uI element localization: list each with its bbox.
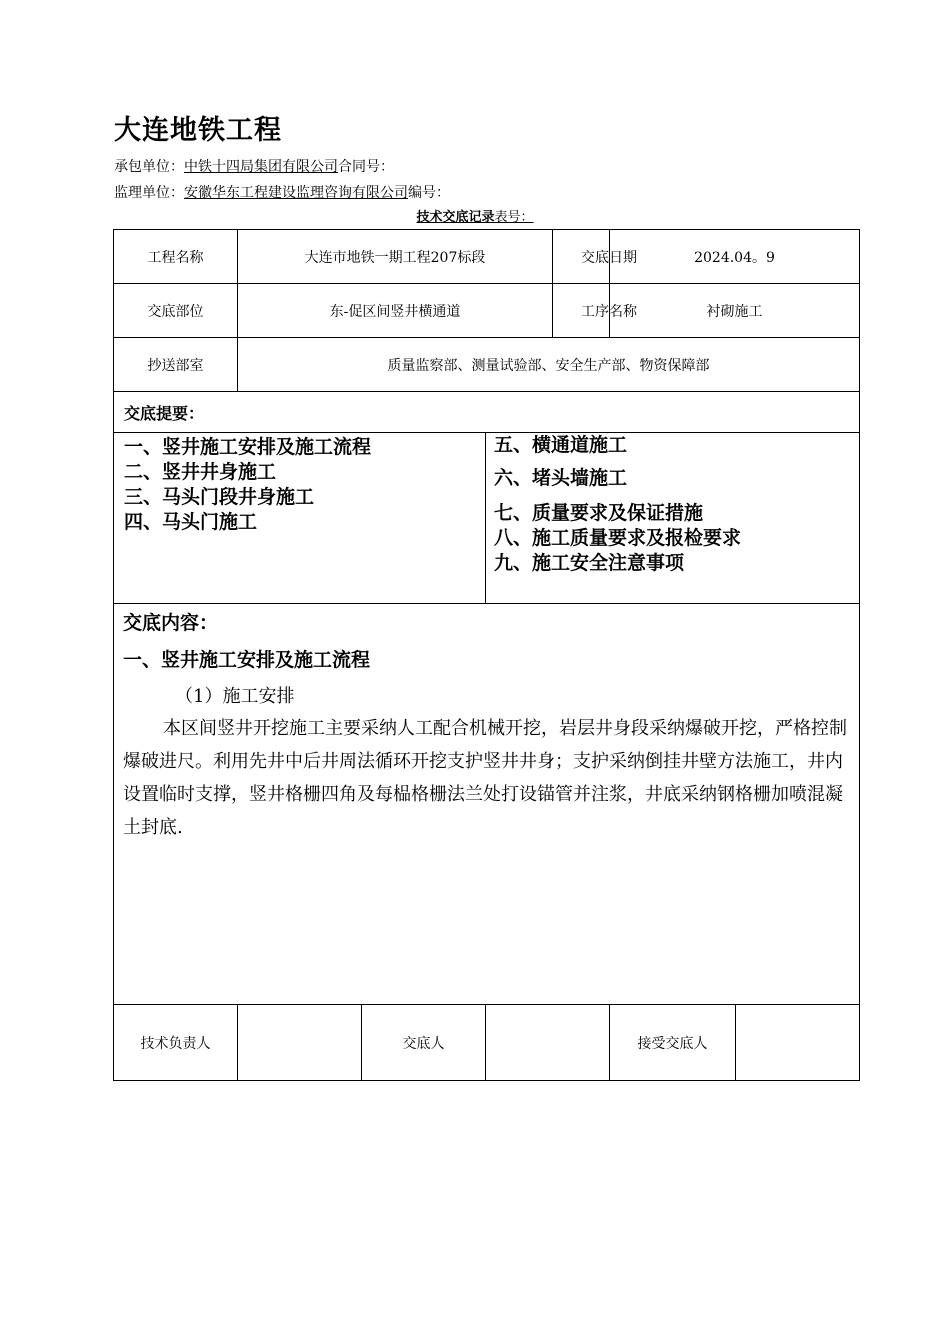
project-name-value: 大连市地铁一期工程207标段: [238, 230, 553, 284]
content-heading-2: （1）施工安排: [175, 686, 295, 707]
content-paragraph: 本区间竖井开挖施工主要采纳人工配合机械开挖，岩层井身段采纳爆破开挖，严格控制爆破进尺。利用先井中后井周法循环开挖支护竖井井身；支护采纳倒挂井壁方法施工，井内设置临时支撑，竖井格栅四角及每榀格栅法兰处打设锚管并注浆，井底采纳钢格栅加喷混凝土封底.: [123, 718, 847, 838]
supervisor-line: [114, 182, 450, 202]
location-row: [114, 284, 860, 338]
summary-item: 九、施工安全注意事项: [494, 552, 685, 574]
content-row: [114, 604, 860, 1005]
signature-row: [114, 1005, 860, 1081]
contractor-label: 承包单位：: [114, 159, 184, 175]
process-label-text: 工序名称: [581, 303, 637, 320]
record-title: 技术交底记录: [416, 210, 495, 225]
summary-left: [114, 433, 486, 604]
summary-item: 一、竖井施工安排及施工流程: [124, 436, 372, 458]
summary-item: 八、施工质量要求及报检要求: [494, 527, 742, 549]
summary-item: 四、马头门施工: [124, 511, 258, 533]
disclosure-table: [113, 229, 860, 1081]
contractor-line: [114, 156, 394, 176]
content-cell: [114, 604, 860, 1005]
summary-item: 六、堵头墙施工: [494, 467, 628, 489]
cc-row: [114, 338, 860, 392]
process-value: 衬砌施工: [610, 284, 860, 338]
project-row: [114, 230, 860, 284]
cc-label: 抄送部室: [114, 338, 238, 392]
summary-item: 五、横通道施工: [494, 434, 628, 456]
summary-item: 三、马头门段井身施工: [124, 486, 315, 508]
location-label: 交底部位: [114, 284, 238, 338]
contractor-name: 中铁十四局集团有限公司: [184, 159, 338, 175]
date-label: [553, 230, 637, 284]
cc-value: 质量监察部、测量试验部、安全生产部、物资保障部: [238, 338, 860, 392]
tech-lead-label: 技术负责人: [114, 1005, 238, 1081]
date-label-text: 交底日期: [581, 249, 637, 266]
summary-right: [486, 433, 860, 604]
project-name-label: 工程名称: [114, 230, 238, 284]
document-title: 大连地铁工程: [114, 115, 282, 146]
receiver-label: 接受交底人: [610, 1005, 736, 1081]
date-value: 2024.04。9: [610, 230, 860, 284]
serial-no-label: 编号：: [408, 185, 450, 201]
summary-item: 七、质量要求及保证措施: [494, 502, 704, 524]
contract-no-label: 合同号：: [338, 159, 394, 175]
receiver-signature-field[interactable]: [736, 1005, 860, 1081]
tech-lead-signature-field[interactable]: [238, 1005, 362, 1081]
process-label: [553, 284, 637, 338]
discloser-signature-field[interactable]: [486, 1005, 610, 1081]
record-no-label: 表号：: [494, 210, 534, 225]
record-title-line: [0, 206, 950, 225]
content-label: 交底内容：: [123, 612, 219, 634]
content-heading-1: 一、竖井施工安排及施工流程: [123, 649, 371, 671]
summary-item: 二、竖井井身施工: [124, 461, 277, 483]
supervisor-name: 安徽华东工程建设监理咨询有限公司: [184, 185, 408, 201]
location-value: 东-促区间竖井横通道: [238, 284, 553, 338]
discloser-label: 交底人: [362, 1005, 486, 1081]
summary-row: [114, 433, 860, 604]
summary-label-row: [114, 392, 860, 433]
summary-label: 交底提要：: [114, 392, 860, 433]
supervisor-label: 监理单位：: [114, 185, 184, 201]
